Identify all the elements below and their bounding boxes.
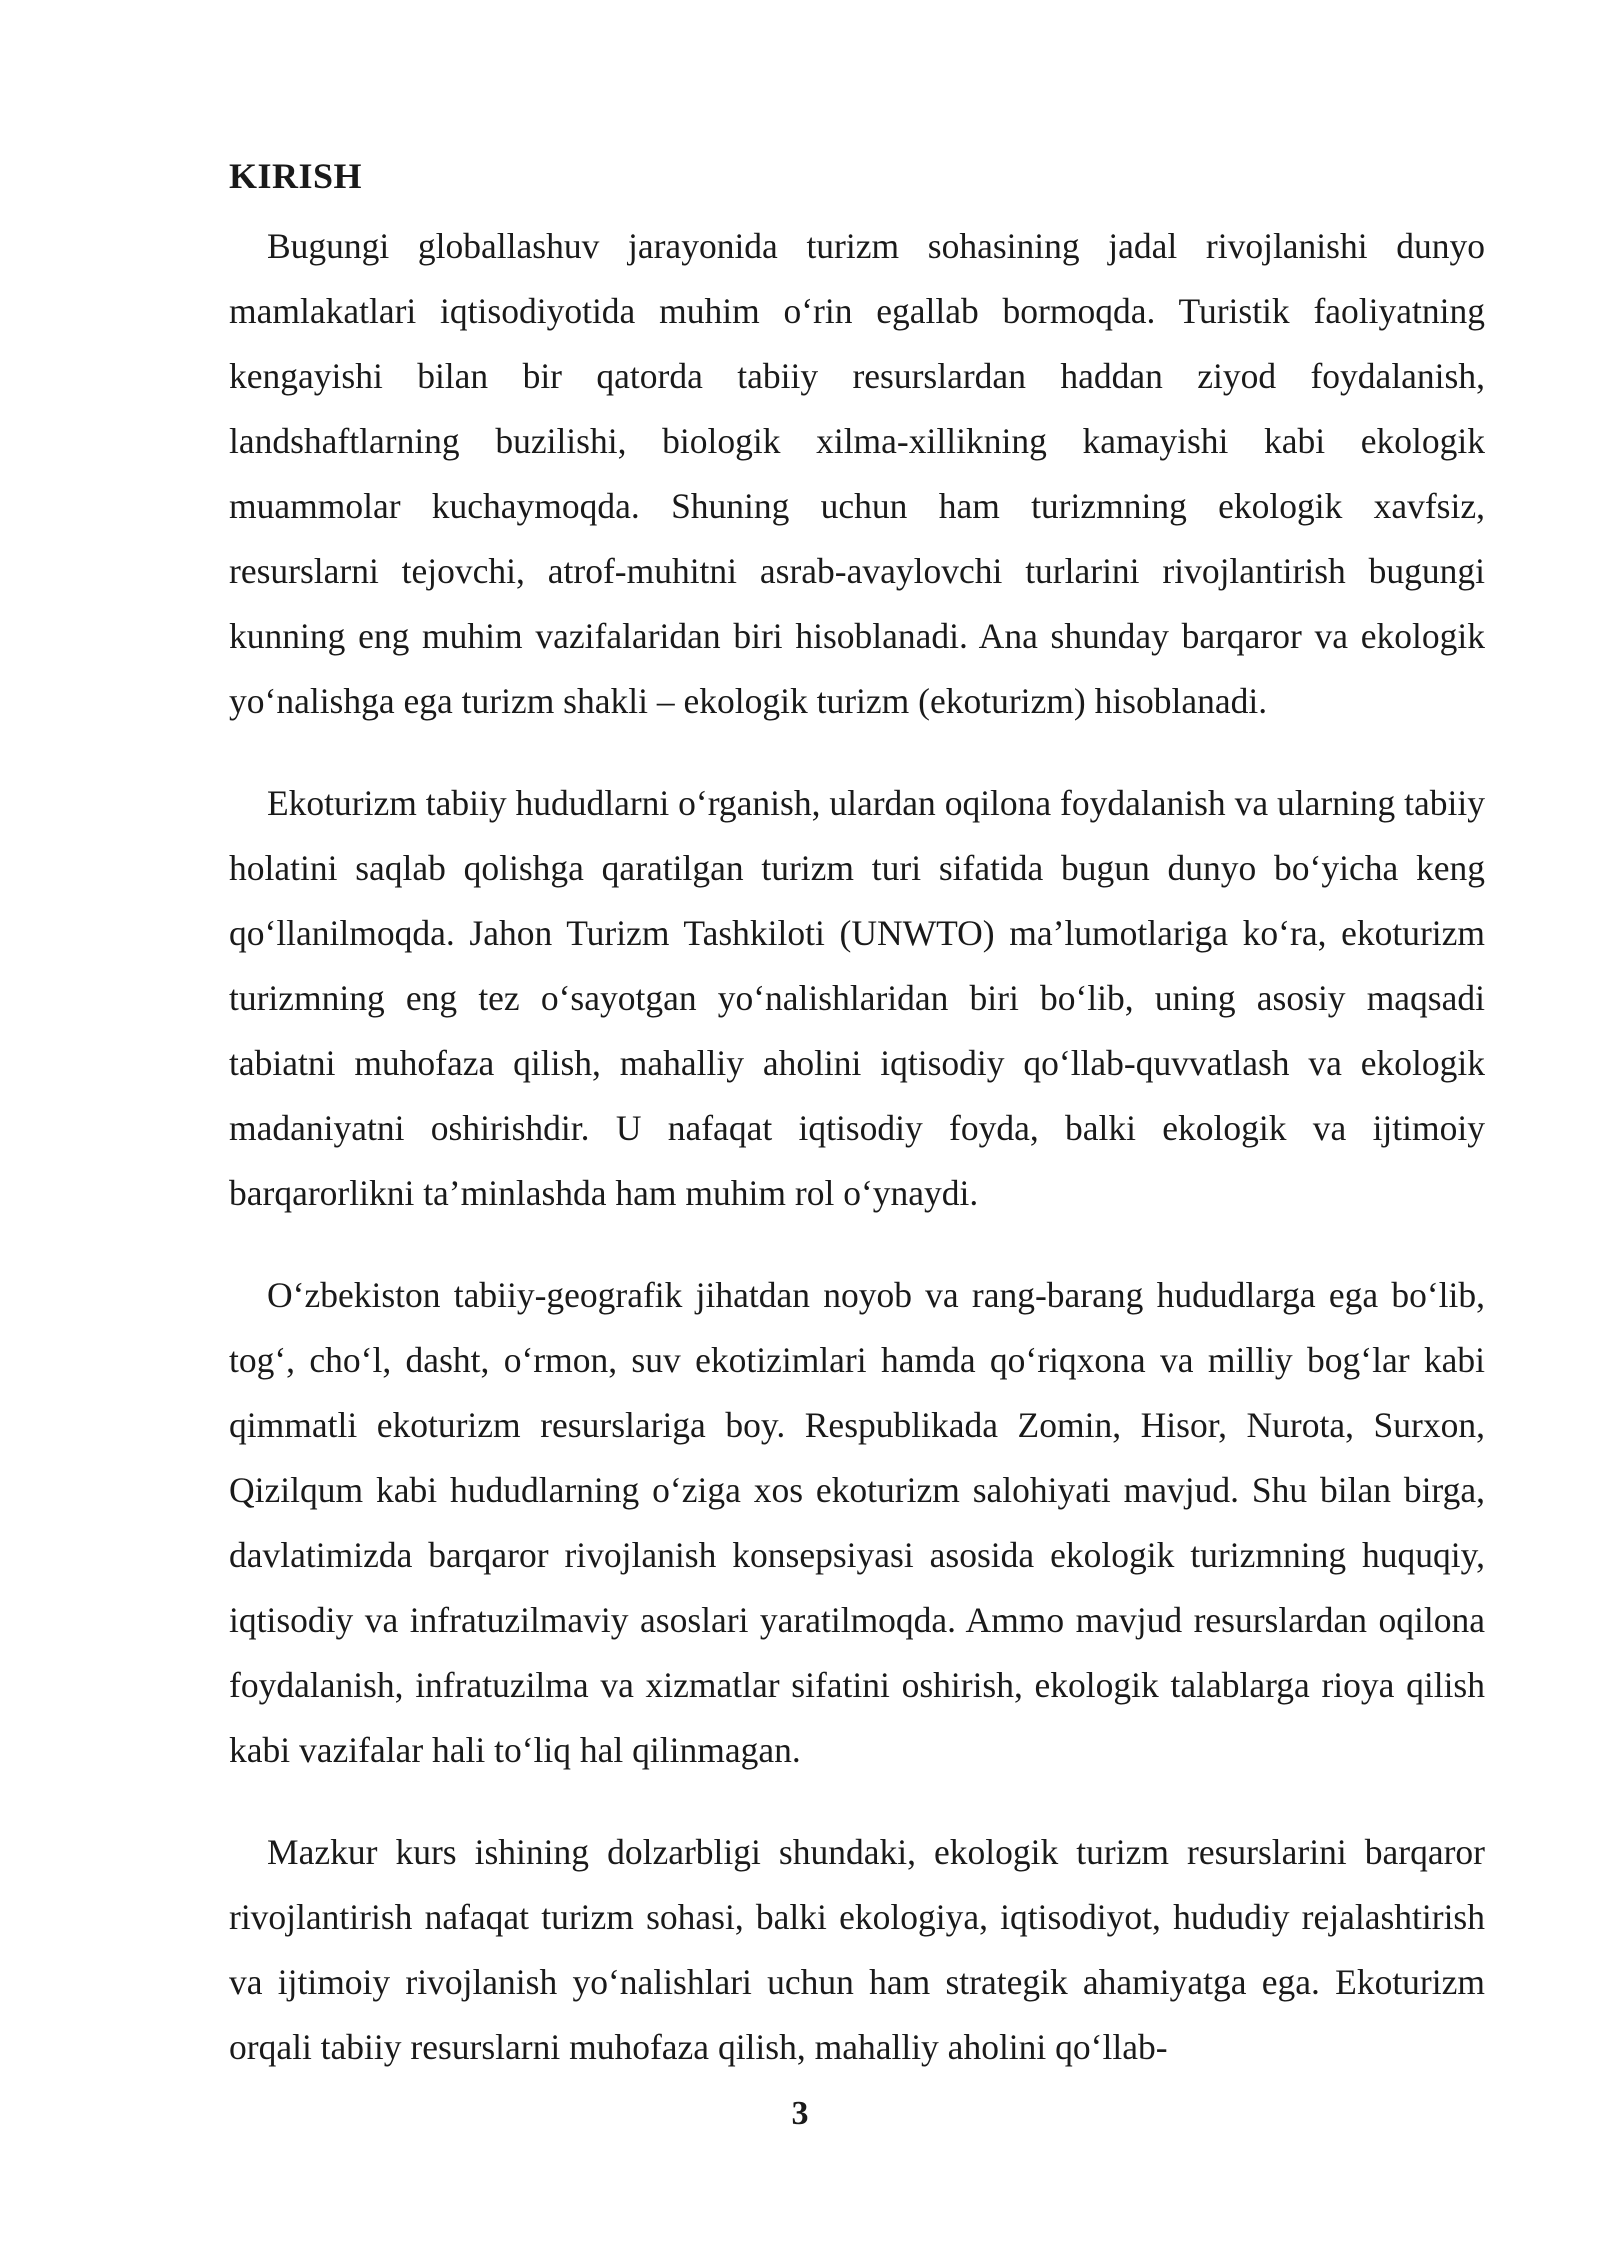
paragraph: Ekoturizm tabiiy hududlarni o‘rganish, ulardan oqilona foydalanish va ularning tabiiy holatini saqlab qolishga qaratilgan turizm turi sifatida bugun dunyo bo‘yicha keng qo‘llanilmoqda. Jahon Turizm Tashkiloti (UNWTO) ma’lumotlariga ko‘ra, ekoturizm turizmning eng tez o‘sayotgan yo‘nalishlaridan biri bo‘lib, uning asosiy maqsadi tabiatni muhofaza qilish, mahalliy aholini iqtisodiy qo‘llab-quvvatlash va ekologik madaniyatni oshirishdir. U nafaqat iqtisodiy foyda, balki ekologik va ijtimoiy barqarorlikni ta’minlashda ham muhim rol o‘ynaydi. (229, 783, 1485, 1213)
paragraph: O‘zbekiston tabiiy-geografik jihatdan noyob va rang-barang hududlarga ega bo‘lib, tog‘, cho‘l, dasht, o‘rmon, suv ekotizimlari hamda qo‘riqxona va milliy bog‘lar kabi qimmatli ekoturizm resurslariga boy. Respublikada Zomin, Hisor, Nurota, Surxon, Qizilqum kabi hududlarning o‘ziga xos ekoturizm salohiyati mavjud. Shu bilan birga, davlatimizda barqaror rivojlanish konsepsiyasi asosida ekologik turizmning huquqiy, iqtisodiy va infratuzilmaviy asoslari yaratilmoqda. Ammo mavjud resurslardan oqilona foydalanish, infratuzilma va xizmatlar sifatini oshirish, ekologik talablarga rioya qilish kabi vazifalar hali to‘liq hal qilinmagan. (229, 1275, 1485, 1770)
paragraph: Bugungi globallashuv jarayonida turizm sohasining jadal rivojlanishi dunyo mamlakatlari iqtisodiyotida muhim o‘rin egallab bormoqda. Turistik faoliyatning kengayishi bilan bir qatorda tabiiy resurslardan haddan ziyod foydalanish, landshaftlarning buzilishi, biologik xilma-xillikning kamayishi kabi ekologik muammolar kuchaymoqda. Shuning uchun ham turizmning ekologik xavfsiz, resurslarni tejovchi, atrof-muhitni asrab-avaylovchi turlarini rivojlantirish bugungi kunning eng muhim vazifalaridan biri hisoblanadi. Ana shunday barqaror va ekologik yo‘nalishga ega turizm shakli – ekologik turizm (ekoturizm) hisoblanadi. (229, 226, 1485, 721)
section-heading: KIRISH (229, 156, 363, 196)
page-number: 3 (791, 2095, 809, 2132)
paragraph: Mazkur kurs ishining dolzarbligi shundaki, ekologik turizm resurslarini barqaror rivojlantirish nafaqat turizm sohasi, balki ekologiya, iqtisodiyot, hududiy rejalashtirish va ijtimoiy rivojlanish yo‘nalishlari uchun ham strategik ahamiyatga ega. Ekoturizm orqali tabiiy resurslarni muhofaza qilish, mahalliy aholini qo‘llab- (229, 1832, 1485, 2067)
page-content (229, 150, 1485, 2080)
